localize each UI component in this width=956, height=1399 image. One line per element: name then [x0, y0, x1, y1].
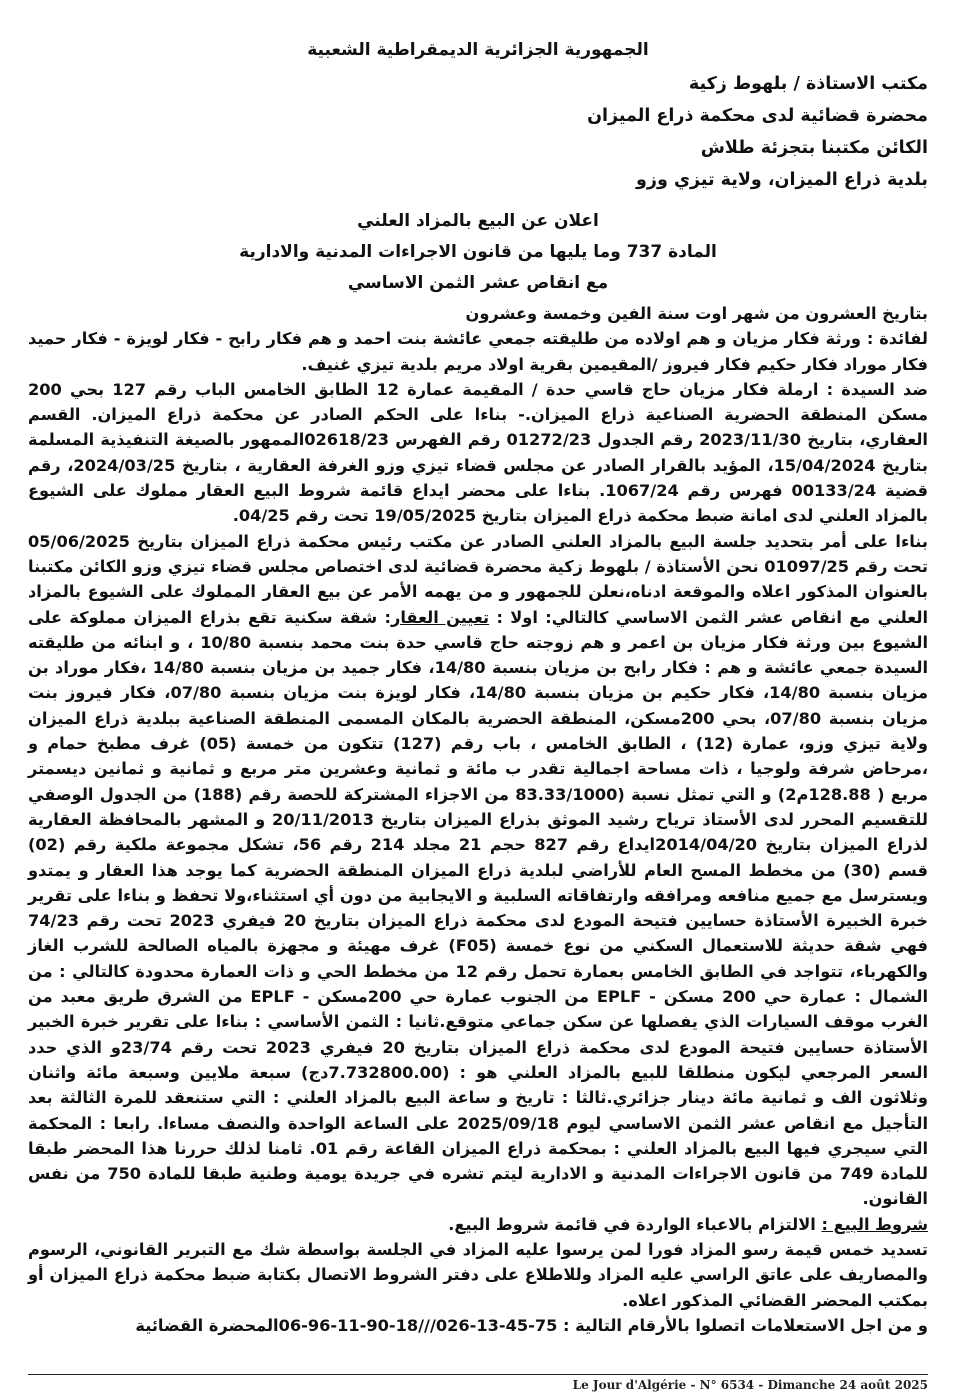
announcement-title: اعلان عن البيع بالمزاد العلني [357, 211, 599, 231]
announcement-reduction: مع انقاص عشر الثمن الاساسي [347, 273, 609, 293]
property-text: : شقة سكنية تقع بذراع الميزان مملوكة على الشيوع بين ورثة فكار مزيان بن اعمر و هم زوجته حاج قاسي حدة بنت محمد بنسبة 10/80 ، و ابنائه من طليقته السيدة جمعي عائشة و هم : فكار رابح بن مزيان بنسبة 14/80، فكار جميد بن مزيان بنسبة 14/80 ،فكار موراد بن مزيان بنسبة 14/80، فكار حكيم بن مزيان بنسبة 14/80، فكار لويزة بنت مزيان بنسبة 07/80، فكار فيروز بنت مزيان بنسبة 07/80، بحي 200مسكن، المنطقة الحضرية بالمكان المسمى المنطقة الصناعية ببلدية ذراع الميزان ولاية تيزي وزو، عمارة (12) ، الطابق الخامس ، باب رقم (127) تتكون من خمسة (05) غرف مطبخ حمام و ،مرحاض شرفة ولوجيا ، ذات مساحة اجمالية تقدر ب مائة و ثمانية وعشرين متر مربع و ثمانية و ثمانين ديسمتر مربع ( 128.88م2) و التي تمثل نسبة (83.33/1000 من الاجزاء المشتركة للحصة رقم (188) من الجدول الوصفي للتقسيم المحرر لدى الأستاذ ترياح رشيد الموثق بذراع الميزان بتاريخ 20/11/2013 و المشهر بالمحافظة العقارية لذراع الميزان بتاريخ 2014/04/20ايداع رقم 827 حجم 21 مجلد 214 رقم 56، تشكل مجموعة ملكية رقم (02) قسم (30) من مخطط المسح العام للأراضي لبلدية ذراع الميزان المنطقة الحضرية كما يوجد هذا العقار و يمتدو ويسترسل مع جميع منافعه ومرافقه وارتفاقاته السلبية و الايجابية من دون أي استثناء،ولا تحفظ و بناءا على تقرير خبرة الخبيرة الأستاذة حسايين فتيحة المودع لدى محكمة ذراع الميزان بتاريخ 20 فيفري 2023 تحت رقم 74/23 فهي شقة حديثة للاستعمال السكني من نوع خمسة (F05) غرف مهيئة و مجهزة بالمياه الصالحة للشرب الغاز والكهرباء، تتواجد في الطابق الخامس بعمارة تحمل رقم 12 من مخطط الحي و ذات العمارة محدودة كالتالي : من الشمال : عمارة حي 200 مسكن - EPLF من الجنوب عمارة حي 200مسكن - EPLF من الشرق طريق معبد من الغرب موقف السيارات الذي يفصلها عن سكن جماعي متوقع.ثانيا : الثمن الأساسي : بناءا على تقرير خبرة الخبير الأستاذة حسايين فتيحة المودع لدى محكمة ذراع الميزان بتاريخ 20 فيفري 2023 تحت رقم 23/74و الذي حدد السعر المرجعي ليكون منطلقا للبيع بالمزاد العلني هو : (7.732800.00دج) سبعة ملايين وسبعة مائة واثنان وثلاثون الف و ثمانية مائة دينار جزائري.ثالثا : تاريخ و ساعة البيع بالمزاد العلني : التي ستنعقد للمرة الثالثة بعد التأجيل مع انقاص عشر الثمن الاساسي ليوم 2025/09/18 على الساعة الواحدة والنصف مساءا. رابعا : المحكمة التي سيجري فيها البيع بالمزاد العلني : بمحكمة ذراع الميزان القاعة رقم 01. ثامنا لذلك حررنا هذا المحضر طبقا للمادة 749 من قانون الاجراءات المدنية و الادارية ليتم تشره في جريدة يومية وطنية طبقا للمادة 750 من نفس القانون. [28, 607, 929, 1209]
conditions-paragraph [28, 1212, 928, 1237]
notice-body [28, 301, 928, 1338]
order-text: بناءا على أمر بتحديد جلسة البيع بالمزاد العلني الصادر عن مكتب رئيس محكمة ذراع الميزان بتاريخ 05/06/2025 تحت رقم 01097/25 نحن الأستاذة / بلهوط زكية محضرة قضائية لدى اختصاص مجلس قضاء تيزي وزو الكائن مكتبنا بالعنوان المذكور اعلاه والموقعة ادناه،نعلن للجمهور و من يهمه الأمر عن بيع العقار المملوك على الشيوع بالمزاد العلني مع انقاص عشر الثمن الاساسي كالتالي: اولا : [28, 531, 929, 627]
property-label: تعيين العقار [391, 607, 490, 627]
office-line-1: مكتب الاستاذة / بلهوط زكية [688, 74, 928, 94]
republic-heading: الجمهورية الجزائرية الديمقراطية الشعبية [307, 40, 649, 60]
beneficiary-paragraph: لفائدة : ورثة فكار مزيان و هم اولاده من طليقته جمعي عائشة بنت احمد و هم فكار رابح - فكار لويزة - فكار حميد فكار موراد فكار حكيم فكار فيروز /المقيمين بقرية اولاد مريم بلدية تيزي غنيف. [28, 329, 928, 374]
conditions-intro: الالتزام بالاعباء الواردة في قائمة شروط البيع. [448, 1214, 816, 1234]
legal-notice-page [28, 40, 928, 1370]
conditions-text: تسديد خمس قيمة رسو المزاد فورا لمن يرسوا عليه المزاد في الجلسة بواسطة شك مع التبرير القانوني، الرسوم والمصاريف على عاتق الراسي عليه المزاد وللاطلاع على دفتر الشروط الاتصال بكتابة ضبط محكمة ذراع الميزان أو بمكتب المحضر القضائي المذكور اعلاه. [28, 1239, 928, 1310]
contact-line: و من اجل الاستعلامات اتصلوا بالأرقام التالية : 75-45-13-026///18-90-11-96-06المحضرة القضائية [135, 1315, 928, 1335]
property-paragraph [28, 529, 928, 1212]
conditions-label: شروط البيع : [821, 1214, 928, 1234]
date-line: بتاريخ العشرون من شهر اوت سنة الفين وخمسة وعشرون [465, 304, 928, 323]
office-address-block [28, 68, 928, 196]
office-line-2: محضرة قضائية لدى محكمة ذراع الميزان [587, 106, 928, 126]
office-line-3: الكائن مكتبنا بتجزئة طلاش [700, 138, 928, 158]
against-paragraph: ضد السيدة : ارملة فكار مزيان حاج قاسي حدة / المقيمة عمارة 12 الطابق الخامس الباب رقم 127 بحي 200 مسكن المنطقة الحضرية الصناعية ذراع الميزان.- بناءا على الحكم الصادر عن محكمة ذراع الميزان. القسم العقاري، بتاريخ 2023/11/30 رقم الجدول 01272/23 رقم الفهرس 02618/23الممهور بالصيغة التنفيذية المسلمة بتاريخ 15/04/2024، المؤيد بالقرار الصادر عن مجلس قضاء تيزي وزو الغرفة العقارية ، بتاريخ 2024/03/25، رقم قضية 00133/24 فهرس رقم 1067/24. بناءا على محضر ايداع قائمة شروط البيع العقار مملوك على الشيوع بالمزاد العلني لدى امانة ضبط محكمة ذراع الميزان بتاريخ 19/05/2025 تحت رقم 04/25. [28, 379, 928, 526]
announcement-article: المادة 737 وما يليها من قانون الاجراءات المدنية والادارية [239, 242, 717, 262]
newspaper-footer: Le Jour d'Algérie - N° 6534 - Dimanche 24 août 2025 [28, 1374, 928, 1397]
office-line-4: بلدية ذراع الميزان، ولاية تيزي وزو [636, 170, 928, 190]
